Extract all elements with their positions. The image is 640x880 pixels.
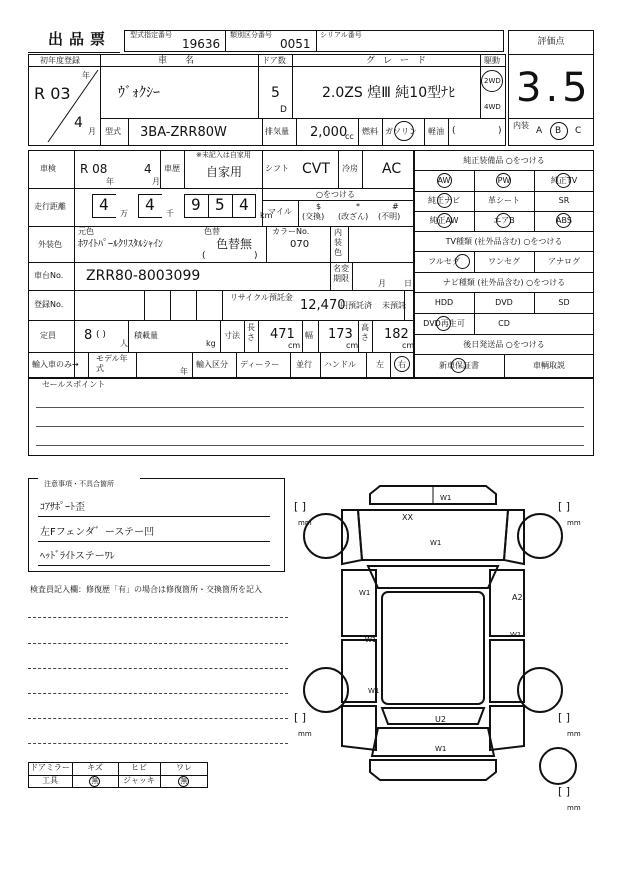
divider: [144, 290, 145, 320]
dotted-line: [28, 617, 288, 618]
damage-rear-bumper: W1: [435, 745, 447, 753]
divider: [508, 54, 594, 55]
divider: [414, 211, 594, 212]
grade-label: グレード: [366, 56, 435, 66]
equip-abs: ABS: [556, 216, 572, 225]
divider: [196, 290, 197, 320]
divider: [414, 292, 594, 293]
fuel-gasoline: ガソリン: [385, 127, 417, 136]
equip-leather: 革シート: [488, 196, 520, 205]
mm-left-bottom: mm: [298, 730, 312, 738]
divider: [184, 150, 185, 188]
divider: [208, 194, 209, 218]
inspection-era: R 08: [80, 162, 108, 176]
legend-mirror: ドアミラー: [30, 763, 70, 772]
divider: [170, 290, 171, 320]
equip-tv: 純正TV: [550, 176, 578, 185]
divider: [358, 320, 359, 352]
notes-header: 注意事項・不具合箇所: [44, 480, 114, 488]
legend-tools-value: 無: [91, 777, 99, 785]
equip-abs-circle: [556, 213, 571, 228]
bracket-left-bottom: [ ]: [294, 711, 307, 724]
note-line-2: 左Fフェンダ゛ーステー凹: [40, 527, 155, 538]
car-damage-diagram: [290, 480, 596, 820]
tv-oneseg: ワンセグ: [488, 257, 520, 266]
handle-right: 右: [398, 360, 406, 369]
displacement-label: 排気量: [265, 127, 289, 136]
header-number-box: [124, 30, 504, 52]
legend-crack: ヒビ: [131, 763, 147, 772]
dotted-line: [28, 743, 288, 744]
height-unit: cm: [402, 341, 415, 350]
divider: [128, 320, 129, 352]
exterior-color-label: 外装色: [38, 240, 62, 249]
equip-airbag-circle: [496, 213, 511, 228]
history-note: ※未記入は自家用: [196, 151, 251, 159]
divider: [358, 118, 359, 146]
history-label: 車歴: [164, 164, 180, 173]
equip-aw-circle: [437, 173, 452, 188]
handle-left: 左: [376, 360, 384, 369]
divider: [302, 320, 303, 352]
divider: [258, 320, 259, 352]
divider: [284, 478, 285, 572]
divider: [28, 262, 414, 263]
type-designation-value: 19636: [182, 37, 221, 51]
original-color: ﾎﾜｲﾄﾊﾟｰﾙｸﾘｽﾀﾙｼｬｲﾝ: [78, 239, 163, 250]
shift-value: CVT: [302, 161, 330, 177]
ac-label: 冷房: [342, 164, 358, 173]
mileage-sen-unit: 千: [166, 209, 174, 218]
height-label: 高さ: [361, 323, 369, 342]
import-type-label: 輸入区分: [196, 360, 228, 369]
divider: [290, 352, 291, 378]
drive-label: 駆動: [484, 56, 500, 65]
nav-dvd-play: DVD再生可: [423, 319, 465, 328]
height-value: 182: [384, 327, 409, 342]
damage-hood: W1: [430, 539, 442, 547]
model-label: 型式: [105, 127, 121, 136]
class-value: 0051: [280, 37, 311, 51]
divider: [258, 54, 259, 118]
length-label: 長さ: [247, 323, 255, 342]
divider: [424, 118, 425, 146]
legend-break: ワレ: [176, 763, 192, 772]
divider: [28, 478, 38, 479]
chassis-label: 車台No.: [34, 271, 64, 280]
mileage-digit-4: 5: [215, 195, 225, 214]
damage-right-rear-door: W1: [510, 631, 522, 639]
original-color-label: 元色: [78, 227, 94, 236]
legend-tools-circle: [89, 776, 100, 787]
divider: [36, 426, 584, 427]
legend-scratch: キズ: [87, 763, 103, 772]
unknown-sub: (不明): [378, 212, 401, 221]
fuel-circle: [394, 121, 414, 141]
capacity-paren: ( ): [96, 330, 106, 340]
damage-left-rear-door: W1: [365, 636, 377, 644]
type-designation-label: 型式指定番号: [130, 31, 172, 39]
divider: [318, 320, 319, 352]
drive-2wd-circle: [481, 70, 503, 92]
serial-label: シリアル番号: [320, 31, 362, 39]
equip-aw: AW: [437, 176, 451, 185]
recolor-paren-open: (: [202, 251, 206, 261]
color-no: 070: [290, 239, 310, 250]
divider: [266, 226, 267, 262]
equip-nav: 純正ナビ: [428, 196, 460, 205]
model-value: 3BA-ZRR80W: [140, 125, 227, 140]
length-value: 471: [270, 327, 295, 342]
car-name-label: 車名: [158, 56, 213, 66]
mileage-man-unit: 万: [120, 209, 128, 218]
divider: [414, 231, 594, 232]
recycle-label-1: リサイクル預託金: [230, 293, 293, 302]
divider: [74, 150, 75, 378]
divider: [38, 516, 270, 517]
dims-label: 寸法: [224, 331, 240, 340]
sales-point-label: セールスポイント: [42, 380, 106, 389]
divider: [225, 30, 226, 52]
damage-trunk: U2: [435, 715, 446, 724]
divider: [244, 320, 245, 352]
dotted-line: [28, 718, 288, 719]
bracket-right-bottom: [ ]: [558, 711, 571, 724]
nav-cd: CD: [498, 319, 510, 328]
drive-4wd: 4WD: [484, 103, 501, 111]
dealer-label: ディーラー: [240, 360, 280, 369]
divider: [36, 445, 584, 446]
tv-fullseg-circle: [455, 254, 470, 269]
car-name: ｳﾞｫｸｼｰ: [118, 85, 160, 101]
history-value: 自家用: [206, 165, 243, 179]
mm-spare: mm: [567, 804, 581, 812]
mileage-circle-note: ○をつける: [316, 190, 355, 199]
divider: [320, 352, 321, 378]
divider: [38, 541, 270, 542]
reg-no-label: 登録No.: [34, 300, 64, 309]
equip-sr: SR: [558, 196, 570, 205]
divider: [414, 334, 594, 335]
title-underline: [28, 52, 120, 53]
interior-color-label: 内装色: [334, 228, 342, 257]
divider: [136, 352, 137, 378]
mm-left-top: mm: [298, 519, 312, 527]
mileage-digit-5: 4: [239, 195, 249, 214]
first-reg-label: 初年度登録: [40, 56, 80, 65]
divider: [262, 200, 414, 201]
interior-grade-b: B: [555, 126, 562, 136]
fuel-label: 燃料: [362, 127, 378, 136]
divider: [348, 226, 349, 262]
tv-fullseg: フルセグ: [428, 257, 460, 266]
first-reg-month: 4: [74, 115, 83, 131]
divider: [128, 118, 129, 146]
doors-value: 5: [271, 85, 280, 101]
deadline-month-unit: 月: [378, 279, 386, 288]
divider: [382, 118, 383, 146]
recolor-value: 色替無: [216, 237, 253, 251]
chassis-value: ZRR80-8003099: [86, 268, 201, 284]
divider: [160, 150, 161, 188]
divider: [28, 352, 414, 353]
note-line-3: ﾍｯﾄﾞﾗｲﾄステーﾜﾚ: [40, 551, 115, 562]
legend-jack-circle: [178, 776, 189, 787]
width-unit: cm: [346, 341, 359, 350]
bracket-spare: [ ]: [558, 785, 571, 798]
equip-oem-aw-circle: [437, 213, 452, 228]
divider: [352, 262, 353, 290]
divider: [88, 352, 89, 378]
ac-value: AC: [382, 161, 402, 177]
damage-right-front-door: A2: [512, 593, 523, 602]
equip-oem-aw: 純正AW: [429, 216, 459, 225]
post-warranty-circle: [451, 358, 466, 373]
divider: [330, 226, 331, 262]
bracket-right-top: [ ]: [558, 500, 571, 513]
nav-dvd: DVD: [495, 298, 513, 307]
damage-left-quarter: W1: [368, 687, 380, 695]
load-unit: kg: [206, 339, 216, 348]
equip-nav-circle: [437, 193, 452, 208]
divider: [414, 191, 594, 192]
class-label: 類別区分番号: [230, 31, 272, 39]
dotted-line: [28, 668, 288, 669]
mileage-label: 走行距離: [34, 202, 66, 211]
divider: [236, 352, 237, 378]
title-change-label: 名変期限: [333, 264, 349, 283]
equipment-header: 純正装備品 ○をつける: [463, 156, 545, 165]
divider: [38, 565, 270, 566]
interior-label: 内装: [513, 121, 529, 130]
first-reg-era: R 03: [34, 84, 71, 103]
capacity-unit: 人: [120, 339, 128, 348]
divider: [100, 118, 506, 119]
capacity-value: 8: [84, 328, 93, 343]
first-reg-month-unit: 月: [88, 127, 96, 136]
interior-grade-a: A: [536, 126, 543, 136]
diesel-paren-open: (: [452, 126, 456, 136]
doors-label: ドア数: [262, 56, 286, 65]
recycle-value: 12,470: [300, 298, 346, 313]
tv-header: TV種類 (社外品含む) ○をつける: [445, 237, 563, 246]
handle-right-circle: [394, 356, 410, 372]
divider: [100, 54, 101, 146]
score-label: 評価点: [537, 37, 565, 47]
damage-front-bumper: W1: [440, 494, 452, 502]
divider: [192, 352, 193, 378]
recycle-unit: 円預託済: [340, 301, 372, 310]
score-value: 3.5: [516, 65, 592, 111]
diesel-label: 軽油: [428, 127, 444, 136]
divider: [262, 118, 263, 146]
divider: [508, 118, 594, 119]
mileage-km-unit: km: [260, 211, 273, 220]
divider: [292, 54, 293, 118]
model-year-unit: 年: [180, 367, 188, 376]
model-year-label: モデル年式: [96, 354, 128, 373]
unknown-label: #: [392, 202, 399, 211]
tamper-label: *: [356, 202, 360, 211]
form-title: 出品票: [48, 30, 112, 48]
inspection-month: 4: [144, 162, 152, 176]
divider: [316, 30, 317, 52]
divider: [262, 188, 263, 226]
divider: [338, 150, 339, 188]
nav-header: ナビ種類 (社外品含む) ○をつける: [442, 278, 566, 287]
divider: [362, 150, 363, 188]
width-value: 173: [328, 327, 353, 342]
nav-dvd-play-circle: [436, 316, 451, 331]
legend-jack-value: 無: [180, 777, 188, 785]
divider: [366, 352, 367, 378]
drive-2wd: 2WD: [484, 77, 501, 85]
mm-right-top: mm: [567, 519, 581, 527]
post-warranty: 新車保証書: [439, 361, 479, 370]
displacement-value: 2,000: [310, 125, 348, 140]
inspector-label: 検査員記入欄：修復歴「有」の場合は修復箇所・交換箇所を記入: [30, 585, 262, 594]
divider: [480, 54, 481, 118]
post-header: 後日発送品 ○をつける: [463, 340, 545, 349]
nav-hdd: HDD: [434, 298, 454, 307]
swap-sub: (交換): [302, 212, 325, 221]
nav-sd: SD: [558, 298, 570, 307]
divider: [140, 478, 284, 479]
damage-left-front-door: W1: [359, 589, 371, 597]
displacement-unit: cc: [345, 132, 354, 141]
inspection-label: 車検: [40, 164, 56, 173]
shift-label: シフト: [265, 164, 289, 173]
divider: [28, 188, 414, 189]
bracket-left-top: [ ]: [294, 500, 307, 513]
doors-unit: D: [280, 105, 287, 115]
divider: [390, 352, 391, 378]
legend-tools: 工具: [42, 776, 58, 785]
mm-right-bottom: mm: [567, 730, 581, 738]
divider: [298, 200, 299, 226]
equip-pw-circle: [496, 173, 511, 188]
recolor-label: 色替: [204, 227, 220, 236]
load-label: 積載量: [134, 331, 158, 340]
import-label: 輸入車のみ→: [32, 360, 79, 369]
interior-grade-c: C: [575, 126, 582, 136]
divider: [414, 170, 594, 171]
equip-pw: PW: [497, 176, 511, 185]
divider: [28, 320, 414, 321]
post-manual: 車輌取説: [533, 361, 565, 370]
dotted-line: [28, 693, 288, 694]
divider: [448, 118, 449, 146]
divider: [414, 251, 594, 252]
divider: [414, 272, 594, 273]
equip-airbag: エアB: [493, 216, 515, 225]
divider: [330, 262, 331, 290]
divider: [28, 290, 414, 291]
equip-tv-circle: [556, 173, 571, 188]
damage-core-support: XX: [402, 513, 413, 522]
inspection-year-unit: 年: [106, 177, 114, 186]
divider: [232, 194, 233, 218]
mileage-digit-2: 4: [145, 195, 155, 214]
handle-label: ハンドル: [324, 360, 356, 369]
mileage-digit-3: 9: [191, 195, 201, 214]
color-no-label: カラーNo.: [272, 227, 310, 236]
inspection-month-unit: 月: [152, 177, 160, 186]
deadline-day-unit: 日: [404, 279, 412, 288]
dotted-line: [28, 643, 288, 644]
mileage-digit-1: 4: [99, 195, 109, 214]
divider: [220, 320, 221, 352]
mile-label: マイル: [268, 207, 292, 216]
diesel-paren-close: ): [498, 126, 502, 136]
tamper-sub: (改ざん): [338, 212, 369, 221]
divider: [262, 150, 263, 188]
width-label: 幅: [305, 331, 313, 340]
divider: [372, 320, 373, 352]
first-reg-year-unit: 年: [82, 71, 90, 80]
divider: [414, 313, 594, 314]
capacity-label: 定員: [40, 331, 56, 340]
tv-analog: アナログ: [548, 257, 580, 266]
unpaid-label: 未預託: [382, 301, 406, 310]
divider: [296, 118, 297, 146]
recolor-paren-close: ): [254, 251, 258, 261]
legend-jack: ジャッキ: [123, 776, 155, 785]
divider: [36, 407, 584, 408]
divider: [222, 290, 223, 320]
grade-value: 2.0ZS 煌Ⅲ 純10型ﾅﾋ: [322, 85, 456, 101]
note-line-1: ｺｱｻﾎﾟｰﾄ歪: [40, 502, 85, 513]
parallel-label: 並行: [296, 360, 312, 369]
length-unit: cm: [288, 341, 301, 350]
interior-b-circle: [550, 122, 568, 140]
swap-label: $: [316, 202, 322, 211]
